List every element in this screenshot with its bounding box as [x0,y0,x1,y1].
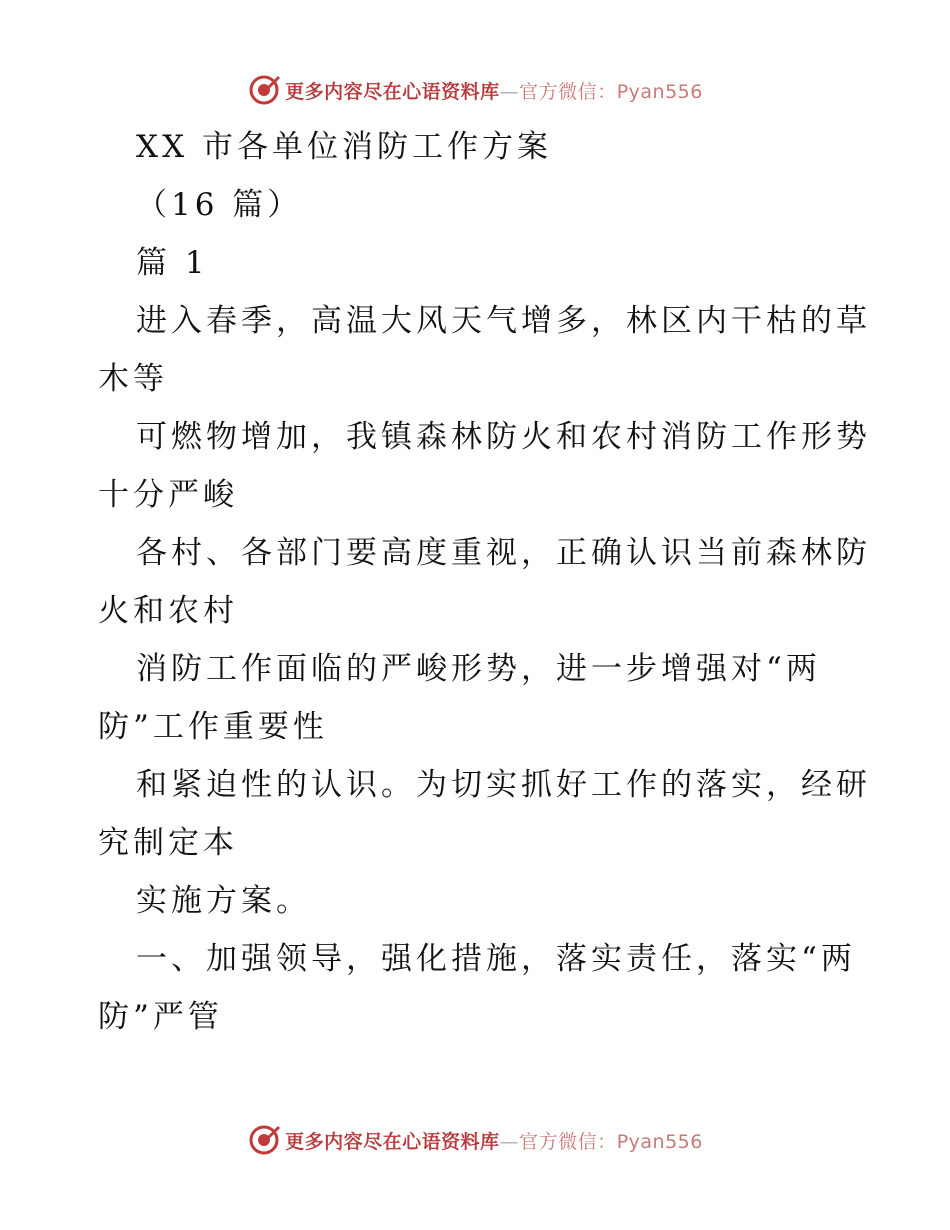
document-subtitle: （16 篇） [136,187,303,223]
watermark-wechat-label: 官方微信： [519,1130,617,1153]
body-line: 进入春季，高温大风天气增多，林区内干枯的草 [136,303,871,339]
body-line: 可燃物增加，我镇森林防火和农村消防工作形势 [136,419,871,455]
document-body [98,118,871,1046]
watermark-wechat-label: 官方微信： [519,80,617,103]
document-title: XX 市各单位消防工作方案 [136,129,552,165]
watermark-text [285,77,703,104]
body-line: 十分严峻 [98,477,238,513]
watermark-text [285,1127,703,1154]
body-line: 实施方案。 [136,883,311,919]
body-paragraphs [98,292,871,1046]
section-heading: 篇 1 [136,245,209,281]
pen-logo-icon [247,73,281,107]
body-line: 木等 [98,361,168,397]
watermark-brand: 更多内容尽在心语资料库 [285,1130,500,1153]
watermark-wechat-id: Pyan556 [616,80,703,103]
watermark-header [0,70,950,110]
body-line: 防”严管 [98,999,223,1035]
body-line: 各村、各部门要高度重视，正确认识当前森林防 [136,535,871,571]
body-line: 防”工作重要性 [98,709,328,745]
body-line: 和紧迫性的认识。为切实抓好工作的落实，经研 [136,767,871,803]
body-line: 究制定本 [98,825,238,861]
body-line: 火和农村 [98,593,238,629]
body-line: 消防工作面临的严峻形势，进一步增强对“两 [136,651,821,687]
watermark-footer [0,1120,950,1160]
watermark-brand: 更多内容尽在心语资料库 [285,80,500,103]
watermark-wechat-id: Pyan556 [616,1130,703,1153]
watermark-dash: — [499,1130,520,1153]
pen-logo-icon [247,1123,281,1157]
watermark-dash: — [499,80,520,103]
body-line: 一、加强领导，强化措施，落实责任，落实“两 [136,941,856,977]
